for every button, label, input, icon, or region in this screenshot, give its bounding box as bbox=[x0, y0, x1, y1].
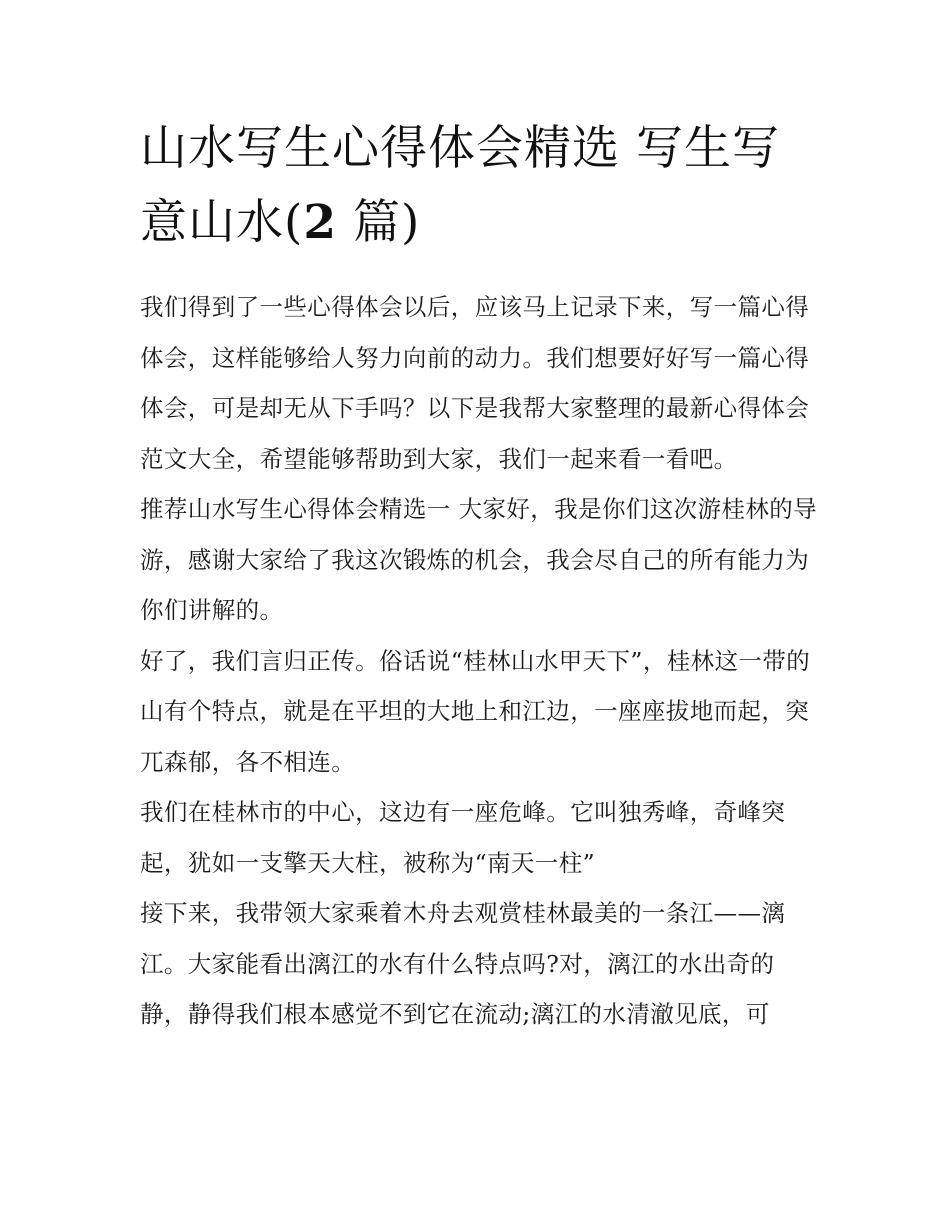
paragraph-guilin-mountains: 好了，我们言归正传。俗话说“桂林山水甲天下”，桂林这一带的山有个特点，就是在平坦的大地上和江边，一座座拔地而起，突兀森郁，各不相连。 bbox=[140, 646, 811, 776]
paragraph-li-river: 接下来，我带领大家乘着木舟去观赏桂林最美的一条江——漓江。大家能看出漓江的水有什么特点吗?对，漓江的水出奇的静，静得我们根本感觉不到它在流动;漓江的水清澈见底，可 bbox=[140, 899, 786, 1028]
paragraph-duxiu-peak: 我们在桂林市的中心，这边有一座危峰。它叫独秀峰，奇峰突起，犹如一支擎天大柱，被称为“南天一柱” bbox=[140, 798, 786, 877]
document-body bbox=[140, 282, 820, 1040]
title-text-part2: 篇) bbox=[337, 195, 421, 250]
paragraph-greeting: 推荐山水写生心得体会精选一 大家好，我是你们这次游桂林的导游，感谢大家给了我这次锻炼的机会，我会尽自己的所有能力为你们讲解的。 bbox=[140, 495, 818, 624]
paragraph-intro: 我们得到了一些心得体会以后，应该马上记录下来，写一篇心得体会，这样能够给人努力向前的动力。我们想要好好写一篇心得体会，可是却无从下手吗？以下是我帮大家整理的最新心得体会范文大全，希望能够帮助到大家，我们一起来看一看吧。 bbox=[140, 293, 810, 473]
title-text-part1: 山水写生心得体会精选 写生写意山水( bbox=[140, 121, 780, 250]
document-title bbox=[140, 112, 820, 260]
document-page bbox=[140, 112, 820, 1040]
title-number: 2 bbox=[303, 195, 338, 250]
